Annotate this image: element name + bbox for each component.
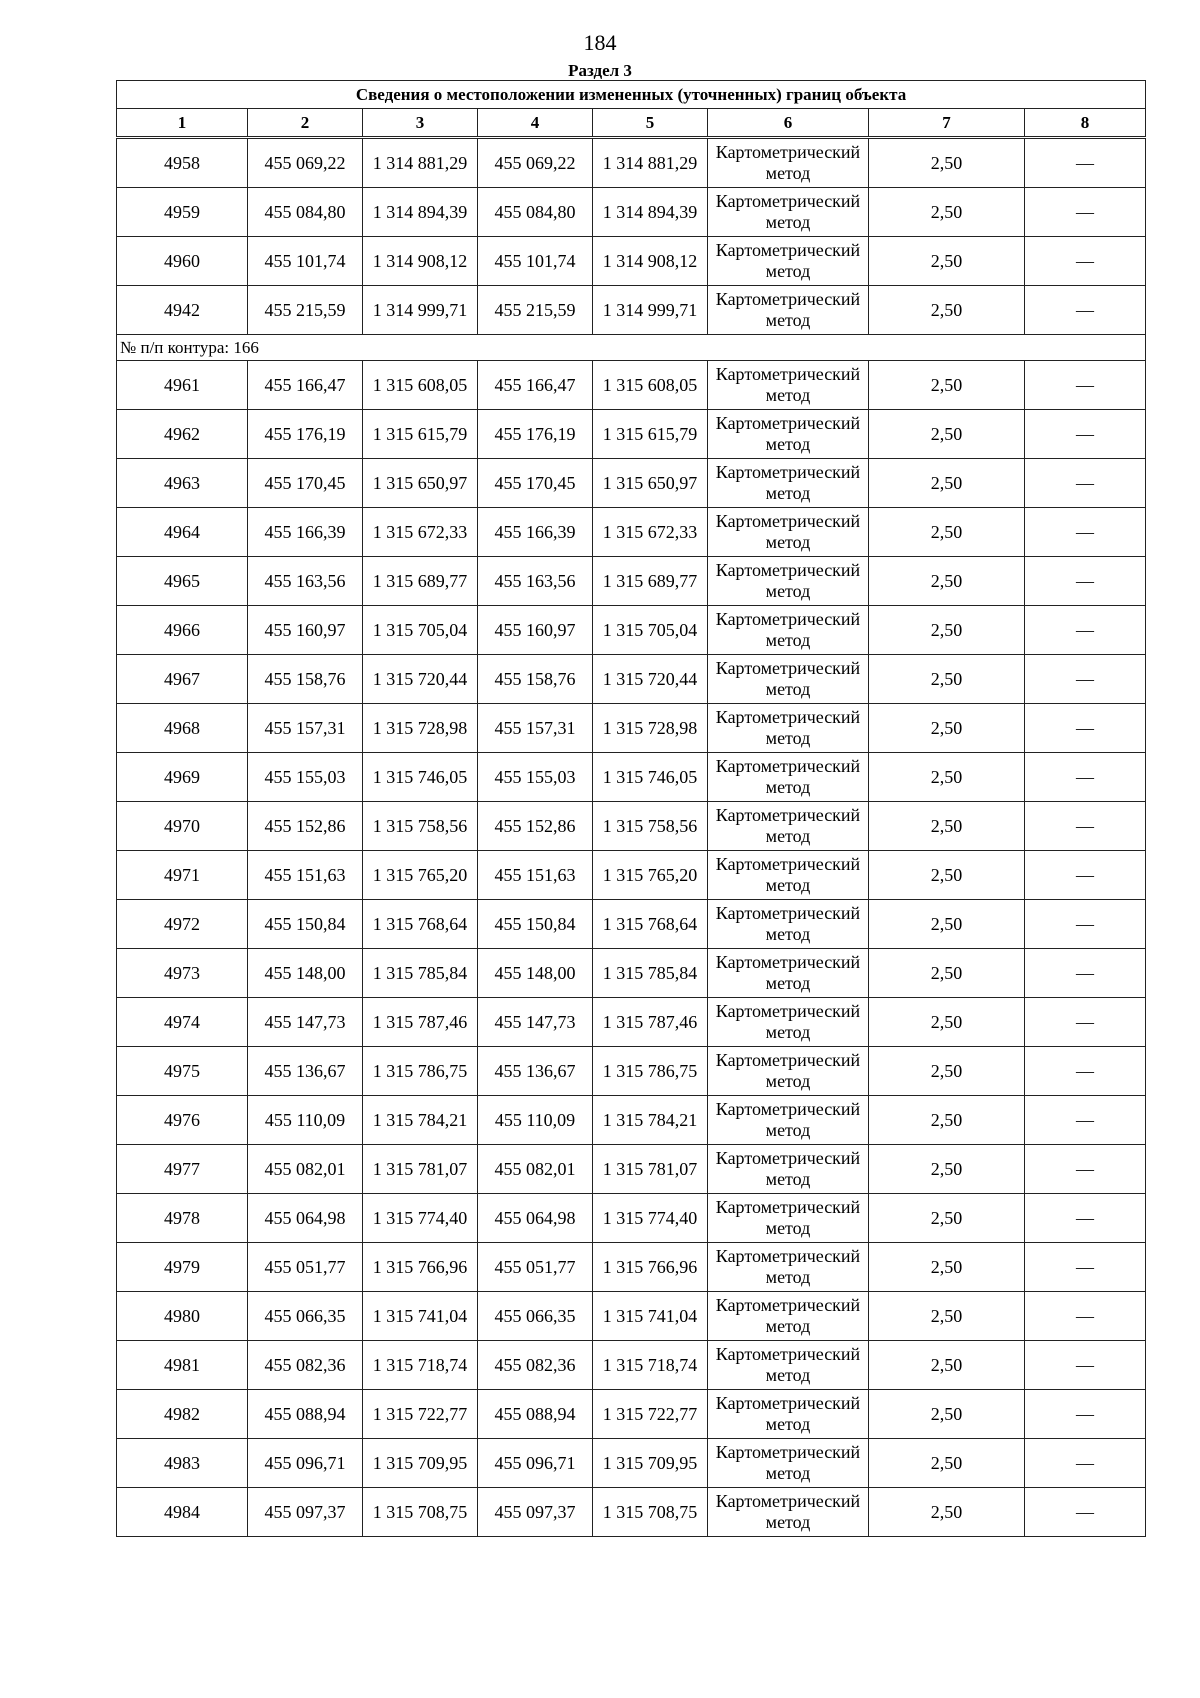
- column-number-3: 3: [363, 109, 478, 138]
- cell-point-number: 4971: [117, 851, 248, 900]
- cell-note: —: [1025, 237, 1146, 286]
- cell-method: Картометрический метод: [708, 361, 869, 410]
- cell-x-existing: 455 110,09: [248, 1096, 363, 1145]
- cell-y-existing: 1 315 718,74: [363, 1341, 478, 1390]
- cell-accuracy: 2,50: [869, 459, 1025, 508]
- cell-method: Картометрический метод: [708, 237, 869, 286]
- cell-y-refined: 1 315 615,79: [593, 410, 708, 459]
- table-row: [117, 1243, 1146, 1292]
- contour-label: № п/п контура: 166: [117, 335, 1146, 361]
- cell-y-refined: 1 315 758,56: [593, 802, 708, 851]
- cell-accuracy: 2,50: [869, 1194, 1025, 1243]
- cell-note: —: [1025, 606, 1146, 655]
- cell-y-existing: 1 315 650,97: [363, 459, 478, 508]
- cell-y-existing: 1 314 894,39: [363, 188, 478, 237]
- cell-point-number: 4964: [117, 508, 248, 557]
- cell-y-existing: 1 315 720,44: [363, 655, 478, 704]
- cell-x-refined: 455 096,71: [478, 1439, 593, 1488]
- cell-y-refined: 1 315 785,84: [593, 949, 708, 998]
- column-number-6: 6: [708, 109, 869, 138]
- cell-note: —: [1025, 1292, 1146, 1341]
- cell-note: —: [1025, 286, 1146, 335]
- cell-accuracy: 2,50: [869, 508, 1025, 557]
- cell-x-existing: 455 176,19: [248, 410, 363, 459]
- section-title: Раздел 3: [568, 61, 632, 80]
- cell-note: —: [1025, 949, 1146, 998]
- cell-method: Картометрический метод: [708, 1292, 869, 1341]
- cell-x-existing: 455 157,31: [248, 704, 363, 753]
- cell-note: —: [1025, 1488, 1146, 1537]
- cell-y-refined: 1 315 766,96: [593, 1243, 708, 1292]
- cell-accuracy: 2,50: [869, 410, 1025, 459]
- cell-y-refined: 1 315 781,07: [593, 1145, 708, 1194]
- cell-y-existing: 1 315 786,75: [363, 1047, 478, 1096]
- cell-note: —: [1025, 900, 1146, 949]
- cell-x-existing: 455 069,22: [248, 138, 363, 188]
- cell-x-existing: 455 148,00: [248, 949, 363, 998]
- cell-y-existing: 1 315 785,84: [363, 949, 478, 998]
- cell-x-existing: 455 082,36: [248, 1341, 363, 1390]
- cell-note: —: [1025, 138, 1146, 188]
- cell-accuracy: 2,50: [869, 949, 1025, 998]
- table-row: [117, 753, 1146, 802]
- cell-x-refined: 455 066,35: [478, 1292, 593, 1341]
- cell-x-existing: 455 166,47: [248, 361, 363, 410]
- cell-x-refined: 455 136,67: [478, 1047, 593, 1096]
- cell-accuracy: 2,50: [869, 851, 1025, 900]
- column-number-row: [117, 109, 1146, 138]
- cell-y-refined: 1 314 894,39: [593, 188, 708, 237]
- cell-x-existing: 455 163,56: [248, 557, 363, 606]
- cell-x-existing: 455 066,35: [248, 1292, 363, 1341]
- table-row: [117, 1439, 1146, 1488]
- cell-note: —: [1025, 410, 1146, 459]
- cell-y-existing: 1 315 774,40: [363, 1194, 478, 1243]
- cell-y-refined: 1 315 786,75: [593, 1047, 708, 1096]
- cell-accuracy: 2,50: [869, 237, 1025, 286]
- cell-x-existing: 455 215,59: [248, 286, 363, 335]
- cell-y-existing: 1 315 728,98: [363, 704, 478, 753]
- table-row: [117, 802, 1146, 851]
- cell-note: —: [1025, 188, 1146, 237]
- column-number-8: 8: [1025, 109, 1146, 138]
- cell-x-existing: 455 151,63: [248, 851, 363, 900]
- cell-point-number: 4965: [117, 557, 248, 606]
- cell-y-existing: 1 315 615,79: [363, 410, 478, 459]
- cell-point-number: 4972: [117, 900, 248, 949]
- cell-method: Картометрический метод: [708, 1243, 869, 1292]
- cell-note: —: [1025, 1341, 1146, 1390]
- cell-note: —: [1025, 361, 1146, 410]
- cell-x-refined: 455 110,09: [478, 1096, 593, 1145]
- cell-accuracy: 2,50: [869, 1341, 1025, 1390]
- cell-point-number: 4976: [117, 1096, 248, 1145]
- cell-accuracy: 2,50: [869, 1488, 1025, 1537]
- cell-x-refined: 455 158,76: [478, 655, 593, 704]
- cell-x-refined: 455 148,00: [478, 949, 593, 998]
- cell-x-existing: 455 082,01: [248, 1145, 363, 1194]
- cell-y-refined: 1 315 708,75: [593, 1488, 708, 1537]
- cell-y-existing: 1 315 672,33: [363, 508, 478, 557]
- cell-point-number: 4977: [117, 1145, 248, 1194]
- table-row: [117, 557, 1146, 606]
- table-row: [117, 655, 1146, 704]
- cell-method: Картометрический метод: [708, 1341, 869, 1390]
- cell-x-refined: 455 151,63: [478, 851, 593, 900]
- cell-y-refined: 1 315 765,20: [593, 851, 708, 900]
- cell-point-number: 4980: [117, 1292, 248, 1341]
- cell-note: —: [1025, 557, 1146, 606]
- cell-method: Картометрический метод: [708, 655, 869, 704]
- table-row: [117, 851, 1146, 900]
- table-row: [117, 237, 1146, 286]
- cell-note: —: [1025, 1390, 1146, 1439]
- cell-x-existing: 455 155,03: [248, 753, 363, 802]
- cell-point-number: 4958: [117, 138, 248, 188]
- cell-accuracy: 2,50: [869, 286, 1025, 335]
- table-row: [117, 188, 1146, 237]
- cell-accuracy: 2,50: [869, 606, 1025, 655]
- cell-accuracy: 2,50: [869, 1047, 1025, 1096]
- cell-y-refined: 1 315 741,04: [593, 1292, 708, 1341]
- column-number-1: 1: [117, 109, 248, 138]
- cell-x-existing: 455 101,74: [248, 237, 363, 286]
- cell-y-refined: 1 315 718,74: [593, 1341, 708, 1390]
- cell-y-refined: 1 314 908,12: [593, 237, 708, 286]
- cell-method: Картометрический метод: [708, 1194, 869, 1243]
- cell-method: Картометрический метод: [708, 1047, 869, 1096]
- cell-x-refined: 455 064,98: [478, 1194, 593, 1243]
- cell-accuracy: 2,50: [869, 655, 1025, 704]
- cell-y-existing: 1 315 758,56: [363, 802, 478, 851]
- table-row: [117, 459, 1146, 508]
- cell-y-refined: 1 315 768,64: [593, 900, 708, 949]
- cell-x-refined: 455 163,56: [478, 557, 593, 606]
- cell-y-existing: 1 315 709,95: [363, 1439, 478, 1488]
- table-row: [117, 286, 1146, 335]
- cell-note: —: [1025, 998, 1146, 1047]
- table-row: [117, 1145, 1146, 1194]
- cell-x-existing: 455 097,37: [248, 1488, 363, 1537]
- cell-accuracy: 2,50: [869, 1439, 1025, 1488]
- table-caption-row: [117, 81, 1146, 109]
- cell-note: —: [1025, 1439, 1146, 1488]
- cell-accuracy: 2,50: [869, 1243, 1025, 1292]
- cell-x-existing: 455 166,39: [248, 508, 363, 557]
- cell-method: Картометрический метод: [708, 410, 869, 459]
- cell-method: Картометрический метод: [708, 1488, 869, 1537]
- cell-accuracy: 2,50: [869, 802, 1025, 851]
- cell-x-refined: 455 088,94: [478, 1390, 593, 1439]
- cell-y-refined: 1 315 608,05: [593, 361, 708, 410]
- table-row: [117, 1047, 1146, 1096]
- cell-note: —: [1025, 753, 1146, 802]
- cell-y-existing: 1 315 722,77: [363, 1390, 478, 1439]
- cell-accuracy: 2,50: [869, 1292, 1025, 1341]
- table-caption: Сведения о местоположении измененных (уточненных) границ объекта: [117, 81, 1146, 109]
- cell-x-refined: 455 215,59: [478, 286, 593, 335]
- cell-y-existing: 1 315 765,20: [363, 851, 478, 900]
- cell-point-number: 4970: [117, 802, 248, 851]
- cell-method: Картометрический метод: [708, 900, 869, 949]
- cell-y-existing: 1 315 781,07: [363, 1145, 478, 1194]
- table-row: [117, 508, 1146, 557]
- cell-y-existing: 1 315 746,05: [363, 753, 478, 802]
- page-number: 184: [583, 30, 617, 55]
- cell-y-existing: 1 314 999,71: [363, 286, 478, 335]
- cell-y-existing: 1 315 705,04: [363, 606, 478, 655]
- cell-x-refined: 455 147,73: [478, 998, 593, 1047]
- cell-note: —: [1025, 1194, 1146, 1243]
- cell-point-number: 4967: [117, 655, 248, 704]
- cell-x-refined: 455 166,39: [478, 508, 593, 557]
- column-number-4: 4: [478, 109, 593, 138]
- cell-method: Картометрический метод: [708, 188, 869, 237]
- cell-point-number: 4963: [117, 459, 248, 508]
- table-row: [117, 1488, 1146, 1537]
- cell-x-existing: 455 147,73: [248, 998, 363, 1047]
- cell-note: —: [1025, 655, 1146, 704]
- cell-x-refined: 455 155,03: [478, 753, 593, 802]
- cell-point-number: 4975: [117, 1047, 248, 1096]
- cell-point-number: 4979: [117, 1243, 248, 1292]
- cell-y-existing: 1 315 608,05: [363, 361, 478, 410]
- cell-x-refined: 455 160,97: [478, 606, 593, 655]
- cell-method: Картометрический метод: [708, 704, 869, 753]
- cell-method: Картометрический метод: [708, 508, 869, 557]
- cell-y-existing: 1 315 784,21: [363, 1096, 478, 1145]
- cell-x-existing: 455 051,77: [248, 1243, 363, 1292]
- cell-x-refined: 455 157,31: [478, 704, 593, 753]
- cell-accuracy: 2,50: [869, 361, 1025, 410]
- cell-x-existing: 455 096,71: [248, 1439, 363, 1488]
- cell-x-refined: 455 084,80: [478, 188, 593, 237]
- cell-x-refined: 455 082,01: [478, 1145, 593, 1194]
- table-row: [117, 704, 1146, 753]
- cell-x-existing: 455 084,80: [248, 188, 363, 237]
- column-number-2: 2: [248, 109, 363, 138]
- cell-method: Картометрический метод: [708, 138, 869, 188]
- cell-y-refined: 1 315 709,95: [593, 1439, 708, 1488]
- cell-point-number: 4968: [117, 704, 248, 753]
- table-row: [117, 1390, 1146, 1439]
- cell-y-refined: 1 315 746,05: [593, 753, 708, 802]
- cell-method: Картометрический метод: [708, 1145, 869, 1194]
- cell-x-existing: 455 136,67: [248, 1047, 363, 1096]
- table-row: [117, 361, 1146, 410]
- cell-note: —: [1025, 459, 1146, 508]
- cell-accuracy: 2,50: [869, 704, 1025, 753]
- cell-method: Картометрический метод: [708, 1390, 869, 1439]
- cell-note: —: [1025, 851, 1146, 900]
- cell-method: Картометрический метод: [708, 851, 869, 900]
- cell-method: Картометрический метод: [708, 459, 869, 508]
- cell-point-number: 4969: [117, 753, 248, 802]
- cell-y-existing: 1 315 768,64: [363, 900, 478, 949]
- cell-accuracy: 2,50: [869, 1145, 1025, 1194]
- cell-y-refined: 1 315 705,04: [593, 606, 708, 655]
- cell-y-existing: 1 315 708,75: [363, 1488, 478, 1537]
- cell-y-existing: 1 315 689,77: [363, 557, 478, 606]
- cell-y-refined: 1 314 999,71: [593, 286, 708, 335]
- cell-point-number: 4981: [117, 1341, 248, 1390]
- cell-y-existing: 1 315 741,04: [363, 1292, 478, 1341]
- cell-x-refined: 455 150,84: [478, 900, 593, 949]
- cell-y-refined: 1 315 672,33: [593, 508, 708, 557]
- table-row: [117, 138, 1146, 188]
- boundary-coordinates-table: [116, 80, 1146, 1537]
- cell-x-refined: 455 082,36: [478, 1341, 593, 1390]
- cell-point-number: 4982: [117, 1390, 248, 1439]
- cell-accuracy: 2,50: [869, 900, 1025, 949]
- cell-y-refined: 1 315 784,21: [593, 1096, 708, 1145]
- cell-note: —: [1025, 1047, 1146, 1096]
- cell-y-existing: 1 314 881,29: [363, 138, 478, 188]
- cell-method: Картометрический метод: [708, 802, 869, 851]
- cell-note: —: [1025, 704, 1146, 753]
- cell-y-refined: 1 315 774,40: [593, 1194, 708, 1243]
- cell-note: —: [1025, 1243, 1146, 1292]
- cell-x-refined: 455 069,22: [478, 138, 593, 188]
- cell-method: Картометрический метод: [708, 557, 869, 606]
- contour-row: [117, 335, 1146, 361]
- cell-method: Картометрический метод: [708, 998, 869, 1047]
- cell-y-refined: 1 315 720,44: [593, 655, 708, 704]
- cell-accuracy: 2,50: [869, 557, 1025, 606]
- table-row: [117, 1292, 1146, 1341]
- cell-y-refined: 1 315 728,98: [593, 704, 708, 753]
- cell-method: Картометрический метод: [708, 606, 869, 655]
- cell-x-existing: 455 064,98: [248, 1194, 363, 1243]
- cell-method: Картометрический метод: [708, 1096, 869, 1145]
- cell-y-refined: 1 315 689,77: [593, 557, 708, 606]
- cell-note: —: [1025, 802, 1146, 851]
- cell-note: —: [1025, 1145, 1146, 1194]
- cell-x-existing: 455 170,45: [248, 459, 363, 508]
- table-row: [117, 1096, 1146, 1145]
- cell-x-existing: 455 160,97: [248, 606, 363, 655]
- cell-x-refined: 455 152,86: [478, 802, 593, 851]
- cell-note: —: [1025, 508, 1146, 557]
- cell-accuracy: 2,50: [869, 998, 1025, 1047]
- table-body: [117, 81, 1146, 1537]
- cell-point-number: 4961: [117, 361, 248, 410]
- table-row: [117, 998, 1146, 1047]
- cell-x-refined: 455 101,74: [478, 237, 593, 286]
- table-row: [117, 900, 1146, 949]
- cell-x-existing: 455 158,76: [248, 655, 363, 704]
- cell-point-number: 4984: [117, 1488, 248, 1537]
- cell-y-refined: 1 315 650,97: [593, 459, 708, 508]
- cell-y-existing: 1 315 766,96: [363, 1243, 478, 1292]
- cell-x-existing: 455 088,94: [248, 1390, 363, 1439]
- cell-note: —: [1025, 1096, 1146, 1145]
- table-row: [117, 949, 1146, 998]
- cell-method: Картометрический метод: [708, 949, 869, 998]
- table-row: [117, 1341, 1146, 1390]
- cell-x-existing: 455 150,84: [248, 900, 363, 949]
- table-row: [117, 1194, 1146, 1243]
- cell-y-refined: 1 314 881,29: [593, 138, 708, 188]
- cell-y-existing: 1 314 908,12: [363, 237, 478, 286]
- table-row: [117, 410, 1146, 459]
- cell-point-number: 4959: [117, 188, 248, 237]
- cell-point-number: 4974: [117, 998, 248, 1047]
- cell-point-number: 4966: [117, 606, 248, 655]
- cell-accuracy: 2,50: [869, 188, 1025, 237]
- cell-point-number: 4942: [117, 286, 248, 335]
- cell-method: Картометрический метод: [708, 1439, 869, 1488]
- cell-point-number: 4978: [117, 1194, 248, 1243]
- cell-x-refined: 455 097,37: [478, 1488, 593, 1537]
- cell-x-refined: 455 051,77: [478, 1243, 593, 1292]
- cell-accuracy: 2,50: [869, 138, 1025, 188]
- cell-accuracy: 2,50: [869, 1096, 1025, 1145]
- cell-y-refined: 1 315 722,77: [593, 1390, 708, 1439]
- cell-x-refined: 455 166,47: [478, 361, 593, 410]
- cell-method: Картометрический метод: [708, 286, 869, 335]
- column-number-7: 7: [869, 109, 1025, 138]
- cell-x-refined: 455 170,45: [478, 459, 593, 508]
- cell-point-number: 4983: [117, 1439, 248, 1488]
- table-row: [117, 606, 1146, 655]
- cell-method: Картометрический метод: [708, 753, 869, 802]
- cell-accuracy: 2,50: [869, 1390, 1025, 1439]
- cell-x-existing: 455 152,86: [248, 802, 363, 851]
- cell-point-number: 4973: [117, 949, 248, 998]
- cell-x-refined: 455 176,19: [478, 410, 593, 459]
- cell-y-refined: 1 315 787,46: [593, 998, 708, 1047]
- cell-accuracy: 2,50: [869, 753, 1025, 802]
- cell-y-existing: 1 315 787,46: [363, 998, 478, 1047]
- cell-point-number: 4960: [117, 237, 248, 286]
- cell-point-number: 4962: [117, 410, 248, 459]
- column-number-5: 5: [593, 109, 708, 138]
